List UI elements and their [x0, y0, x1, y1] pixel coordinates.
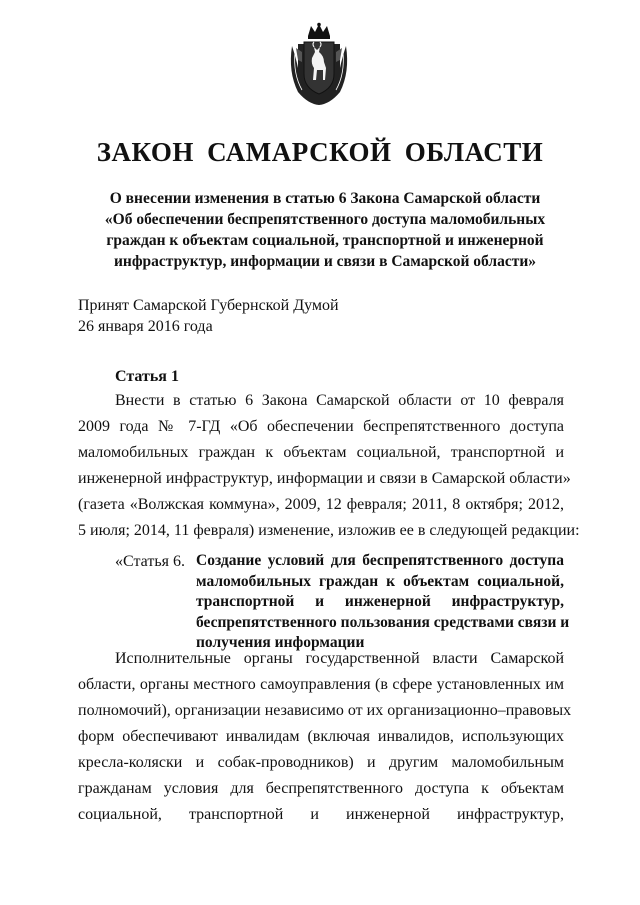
- adoption-info: [78, 295, 339, 337]
- paragraph-line: инженерной инфраструктур, информации и связи в Самарской области»: [78, 470, 571, 487]
- paragraph-amendment: [78, 388, 580, 544]
- paragraph-line: области, органы местного самоуправления (в сфере установленных им: [78, 676, 564, 693]
- paragraph-line: Исполнительные органы государственной власти Самарской: [115, 650, 564, 667]
- document-subtitle: [60, 188, 590, 272]
- quoted-article-heading: [196, 551, 570, 654]
- quoted-heading-line: беспрепятственного пользования средствами связи и: [196, 613, 570, 631]
- quoted-heading-line: маломобильных граждан к объектам социальной,: [196, 572, 564, 590]
- quoted-heading-line: получения информации: [196, 634, 365, 651]
- article-heading: Статья 1: [115, 368, 179, 385]
- paragraph-line: (газета «Волжская коммуна», 2009, 12 февраля; 2011, 8 октября; 2012,: [78, 496, 564, 513]
- paragraph-line: форм обеспечивают инвалидам (включая инвалидов, использующих: [78, 728, 564, 745]
- document-title: ЗАКОН САМАРСКОЙ ОБЛАСТИ: [96, 137, 544, 167]
- subtitle-line: О внесении изменения в статью 6 Закона Самарской области: [109, 190, 541, 207]
- subtitle-line: инфраструктур, информации и связи в Самарской области»: [113, 253, 537, 270]
- quoted-heading-line: Создание условий для беспрепятственного доступа: [196, 552, 564, 569]
- quoted-heading-line: транспортной и инженерной инфраструктур,: [196, 593, 564, 610]
- paragraph-line: социальной, транспортной и инженерной инфраструктур,: [78, 806, 564, 823]
- paragraph-line: гражданам условия для беспрепятственного доступа к объектам: [78, 780, 564, 797]
- paragraph-line: маломобильных граждан к объектам социальной, транспортной и: [78, 444, 564, 461]
- paragraph-line: Внести в статью 6 Закона Самарской области от 10 февраля: [115, 392, 564, 409]
- paragraph-line: 5 июля; 2014, 11 февраля) изменение, изложив ее в следующей редакции:: [78, 522, 580, 539]
- adopted-by: Принят Самарской Губернской Думой: [78, 297, 339, 314]
- paragraph-line: полномочий), организации независимо от их организационно–правовых: [78, 702, 572, 719]
- paragraph-obligation: [78, 646, 572, 828]
- adopted-date: 26 января 2016 года: [78, 318, 213, 335]
- coat-of-arms-icon: [284, 22, 354, 106]
- paragraph-line: кресла-коляски и собак-проводников) и другим маломобильным: [78, 754, 564, 771]
- quoted-article-number: «Статья 6.: [115, 553, 185, 570]
- subtitle-line: «Об обеспечении беспрепятственного доступа маломобильных: [104, 211, 546, 228]
- paragraph-line: 2009 года № 7-ГД «Об обеспечении беспрепятственного доступа: [78, 418, 564, 435]
- subtitle-line: граждан к объектам социальной, транспортной и инженерной: [106, 232, 544, 249]
